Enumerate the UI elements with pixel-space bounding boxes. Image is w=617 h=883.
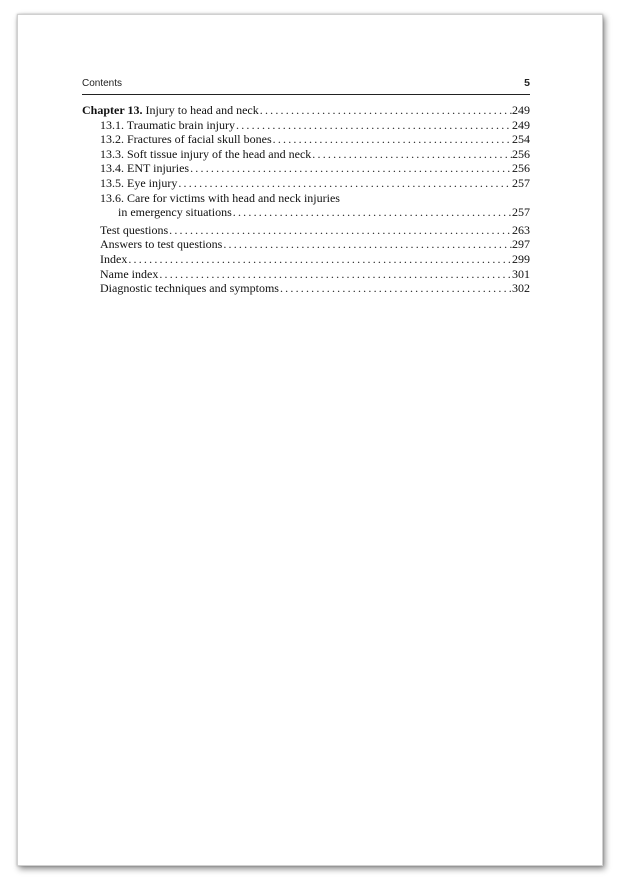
toc-entry-13-5[interactable]	[82, 176, 530, 191]
toc-entry-13-3[interactable]	[82, 147, 530, 162]
leader-dots	[222, 237, 512, 252]
toc-entry-page: 256	[512, 146, 530, 161]
toc-entry-page: 249	[512, 103, 530, 117]
leader-dots	[177, 176, 512, 191]
toc-entry-label: Test questions	[100, 222, 169, 237]
toc-entry-page: 302	[512, 281, 530, 296]
toc-entry-label: 13.4. ENT injuries	[100, 161, 190, 176]
toc-entry-label: 13.3. Soft tissue injury of the head and neck	[100, 146, 312, 161]
toc-entry-label: 13.1. Traumatic brain injury	[100, 117, 235, 132]
leader-dots	[127, 252, 512, 267]
toc-entry-13-6-line2[interactable]	[82, 205, 530, 220]
leader-dots	[279, 281, 512, 296]
toc-entry-label: 13.5. Eye injury	[100, 175, 178, 190]
toc-entry-diagnostic-techniques[interactable]	[82, 281, 530, 296]
toc-entry-label: Diagnostic techniques and symptoms	[100, 281, 279, 296]
toc-entry-test-questions[interactable]	[82, 223, 530, 238]
toc-entry-page: 257	[512, 205, 530, 220]
leader-dots	[158, 267, 512, 282]
toc-entry-label: 13.6. Care for victims with head and neck injuries	[100, 190, 340, 205]
toc-entry-13-6-line1[interactable]	[82, 191, 530, 206]
toc-entry-13-4[interactable]	[82, 161, 530, 176]
toc-entry-index[interactable]	[82, 252, 530, 267]
toc-entry-label: 13.2. Fractures of facial skull bones	[100, 132, 272, 147]
leader-dots	[235, 118, 512, 133]
toc-entry-13-1[interactable]	[82, 118, 530, 133]
toc-entry-page: 301	[512, 266, 530, 281]
chapter-number: Chapter 13.	[82, 103, 143, 117]
leader-dots	[189, 161, 512, 176]
leader-dots	[232, 205, 512, 220]
leader-dots	[168, 223, 512, 238]
toc-entry-label	[82, 103, 259, 118]
chapter-title: Injury to head and neck	[142, 103, 259, 117]
toc-entry-label: Index	[100, 251, 128, 266]
leader-dots	[272, 132, 512, 147]
toc-entry-13-2[interactable]	[82, 132, 530, 147]
table-of-contents	[82, 103, 530, 296]
toc-entry-page: 299	[512, 251, 530, 266]
toc-entry-label-continued: in emergency situations	[118, 205, 232, 220]
toc-entry-page: 254	[512, 132, 530, 147]
toc-entry-label: Answers to test questions	[100, 237, 223, 252]
toc-entry-page: 249	[512, 117, 530, 132]
toc-entry-page: 297	[512, 237, 530, 252]
toc-entry-label: Name index	[100, 266, 159, 281]
running-header-title: Contents	[82, 78, 123, 89]
leader-dots	[259, 103, 512, 118]
toc-entry-name-index[interactable]	[82, 267, 530, 282]
toc-entry-page: 257	[512, 175, 530, 190]
toc-entry-page: 256	[512, 161, 530, 176]
running-header	[82, 77, 530, 95]
toc-entry-page: 263	[512, 222, 530, 237]
toc-entry-chapter-13[interactable]	[82, 103, 530, 118]
running-header-page-number: 5	[524, 77, 530, 89]
leader-dots	[311, 147, 512, 162]
document-page	[17, 14, 603, 866]
toc-entry-answers[interactable]	[82, 237, 530, 252]
